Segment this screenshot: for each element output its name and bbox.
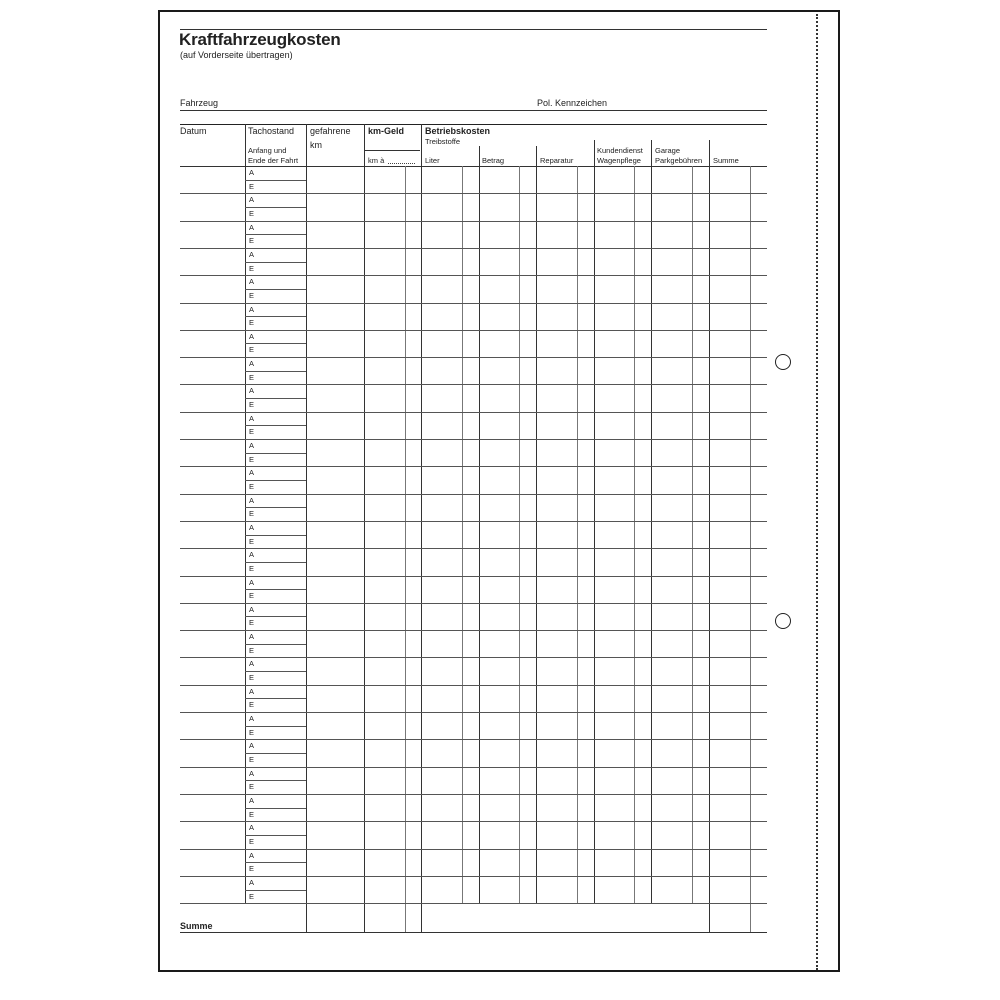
header-bottom-rule: [180, 166, 767, 167]
row-marker-a: A: [249, 249, 255, 259]
table-row[interactable]: [180, 303, 767, 304]
col-kmgeld: km-Geld: [368, 126, 405, 136]
row-marker-a: A: [249, 604, 255, 614]
tacho-half-line: [245, 207, 306, 208]
tacho-half-line: [245, 808, 306, 809]
table-row[interactable]: [180, 821, 767, 822]
row-marker-e: E: [249, 618, 255, 628]
table-row[interactable]: [180, 849, 767, 850]
tacho-half-line: [245, 671, 306, 672]
tacho-half-line: [245, 698, 306, 699]
table-row[interactable]: [180, 248, 767, 249]
tacho-half-line: [245, 343, 306, 344]
tacho-half-line: [245, 371, 306, 372]
plate-label: Pol. Kennzeichen: [537, 98, 608, 108]
cent-divider: [692, 166, 693, 903]
row-marker-a: A: [249, 877, 255, 887]
row-marker-a: A: [249, 168, 255, 177]
col-reparatur: Reparatur: [540, 156, 574, 165]
tacho-half-line: [245, 890, 306, 891]
tacho-half-line: [245, 262, 306, 263]
row-marker-e: E: [249, 318, 255, 328]
table-row[interactable]: [180, 439, 767, 440]
row-marker-a: A: [249, 741, 255, 751]
row-marker-a: A: [249, 714, 255, 723]
row-marker-e: E: [249, 563, 255, 573]
row-marker-a: A: [249, 823, 255, 833]
row-marker-e: E: [249, 809, 255, 819]
tacho-half-line: [245, 180, 306, 181]
row-marker-e: E: [249, 345, 255, 355]
col-wagenpflege: Wagenpflege: [597, 156, 641, 165]
row-marker-a: A: [249, 359, 255, 369]
row-marker-e: E: [249, 290, 255, 300]
tacho-half-line: [245, 644, 306, 645]
table-row[interactable]: [180, 767, 767, 768]
row-marker-e: E: [249, 891, 255, 901]
vehicle-line[interactable]: [180, 110, 767, 111]
col-betriebskosten: Betriebskosten: [425, 126, 491, 136]
vehicle-label: Fahrzeug: [180, 98, 219, 108]
table-row[interactable]: [180, 903, 767, 904]
row-marker-e: E: [249, 209, 255, 218]
table-row[interactable]: [180, 630, 767, 631]
col-km: km: [310, 140, 322, 150]
row-marker-a: A: [249, 222, 255, 232]
row-marker-a: A: [249, 632, 255, 642]
cent-divider: [577, 166, 578, 903]
column-divider: [421, 124, 422, 932]
column-divider: [245, 124, 246, 903]
col-betrag: Betrag: [482, 156, 505, 165]
row-marker-a: A: [249, 850, 255, 860]
row-marker-e: E: [249, 864, 255, 874]
row-marker-a: A: [249, 550, 255, 560]
tacho-half-line: [245, 862, 306, 863]
table-row[interactable]: [180, 657, 767, 658]
tacho-half-line: [245, 835, 306, 836]
col-tacho-sub2: Ende der Fahrt: [248, 156, 299, 165]
tacho-half-line: [245, 507, 306, 508]
km-rate-blank[interactable]: [388, 163, 415, 164]
column-divider: [536, 146, 537, 903]
table-row[interactable]: [180, 794, 767, 795]
table-row[interactable]: [180, 603, 767, 604]
table-row[interactable]: [180, 275, 767, 276]
column-divider: [479, 146, 480, 903]
table-top-rule: [180, 124, 767, 125]
col-datum: Datum: [180, 126, 207, 136]
row-marker-e: E: [249, 755, 255, 764]
table-row[interactable]: [180, 221, 767, 222]
col-summe: Summe: [713, 156, 739, 165]
tacho-half-line: [245, 535, 306, 536]
row-marker-e: E: [249, 181, 255, 191]
tacho-half-line: [245, 453, 306, 454]
table-row[interactable]: [180, 739, 767, 740]
row-marker-e: E: [249, 727, 255, 737]
col-km-a: km à: [368, 156, 385, 165]
table-bottom-rule: [180, 932, 767, 933]
column-divider: [709, 140, 710, 932]
table-row[interactable]: [180, 330, 767, 331]
row-marker-e: E: [249, 263, 255, 273]
col-tacho-sub1: Anfang und: [248, 146, 287, 155]
row-marker-a: A: [249, 304, 255, 314]
table-row[interactable]: [180, 494, 767, 495]
col-tachostand: Tachostand: [248, 126, 295, 136]
tacho-half-line: [245, 234, 306, 235]
row-marker-a: A: [249, 413, 255, 423]
table-row[interactable]: [180, 193, 767, 194]
table-row[interactable]: [180, 576, 767, 577]
tacho-half-line: [245, 589, 306, 590]
column-divider: [306, 124, 307, 932]
col-parkgebuehren: Parkgebühren: [655, 156, 703, 165]
tacho-half-line: [245, 780, 306, 781]
col-treibstoffe: Treibstoffe: [425, 137, 461, 146]
punch-hole-icon: [775, 613, 791, 629]
tacho-half-line: [245, 726, 306, 727]
row-marker-a: A: [249, 795, 255, 805]
cent-divider: [519, 166, 520, 903]
table-row[interactable]: [180, 685, 767, 686]
row-marker-e: E: [249, 372, 255, 382]
row-marker-a: A: [249, 495, 255, 505]
row-marker-e: E: [249, 427, 255, 437]
row-marker-e: E: [249, 236, 255, 246]
table-row[interactable]: [180, 466, 767, 467]
row-marker-a: A: [249, 441, 255, 450]
col-garage: Garage: [655, 146, 681, 155]
row-marker-e: E: [249, 782, 255, 792]
kmgeld-sub-rule: [364, 150, 420, 151]
row-marker-e: E: [249, 700, 255, 710]
col-kundendienst: Kundendienst: [597, 146, 643, 155]
tacho-half-line: [245, 480, 306, 481]
column-divider: [364, 124, 365, 932]
table-row[interactable]: [180, 548, 767, 549]
cent-divider: [462, 166, 463, 903]
col-gefahrene: gefahrene: [310, 126, 351, 136]
row-marker-a: A: [249, 386, 255, 396]
cent-divider: [634, 166, 635, 903]
row-marker-a: A: [249, 195, 255, 205]
row-marker-e: E: [249, 836, 255, 846]
form-title: Kraftfahrzeugkosten: [179, 30, 341, 49]
row-marker-e: E: [249, 481, 255, 491]
table-row[interactable]: [180, 384, 767, 385]
row-marker-a: A: [249, 577, 255, 587]
row-marker-e: E: [249, 400, 255, 409]
row-marker-e: E: [249, 509, 255, 519]
punch-hole-icon: [775, 354, 791, 370]
table-row[interactable]: [180, 521, 767, 522]
row-marker-a: A: [249, 331, 255, 341]
tacho-half-line: [245, 425, 306, 426]
tacho-half-line: [245, 398, 306, 399]
form-subtitle: (auf Vorderseite übertragen): [180, 50, 293, 60]
table-row[interactable]: [180, 876, 767, 877]
tacho-half-line: [245, 753, 306, 754]
row-marker-a: A: [249, 522, 255, 532]
row-marker-a: A: [249, 659, 255, 669]
table-row[interactable]: [180, 412, 767, 413]
tacho-half-line: [245, 562, 306, 563]
row-marker-a: A: [249, 277, 255, 287]
row-marker-a: A: [249, 686, 255, 696]
row-marker-e: E: [249, 454, 255, 464]
row-marker-a: A: [249, 468, 255, 478]
row-marker-e: E: [249, 645, 255, 655]
row-marker-e: E: [249, 591, 255, 601]
row-marker-e: E: [249, 673, 255, 683]
tacho-half-line: [245, 316, 306, 317]
summe-row-label: Summe: [180, 921, 213, 931]
table-row[interactable]: [180, 712, 767, 713]
col-liter: Liter: [425, 156, 440, 165]
tacho-half-line: [245, 289, 306, 290]
table-row[interactable]: [180, 357, 767, 358]
row-marker-e: E: [249, 536, 255, 546]
row-marker-a: A: [249, 768, 255, 778]
perforation-line: [816, 14, 818, 970]
tacho-half-line: [245, 616, 306, 617]
